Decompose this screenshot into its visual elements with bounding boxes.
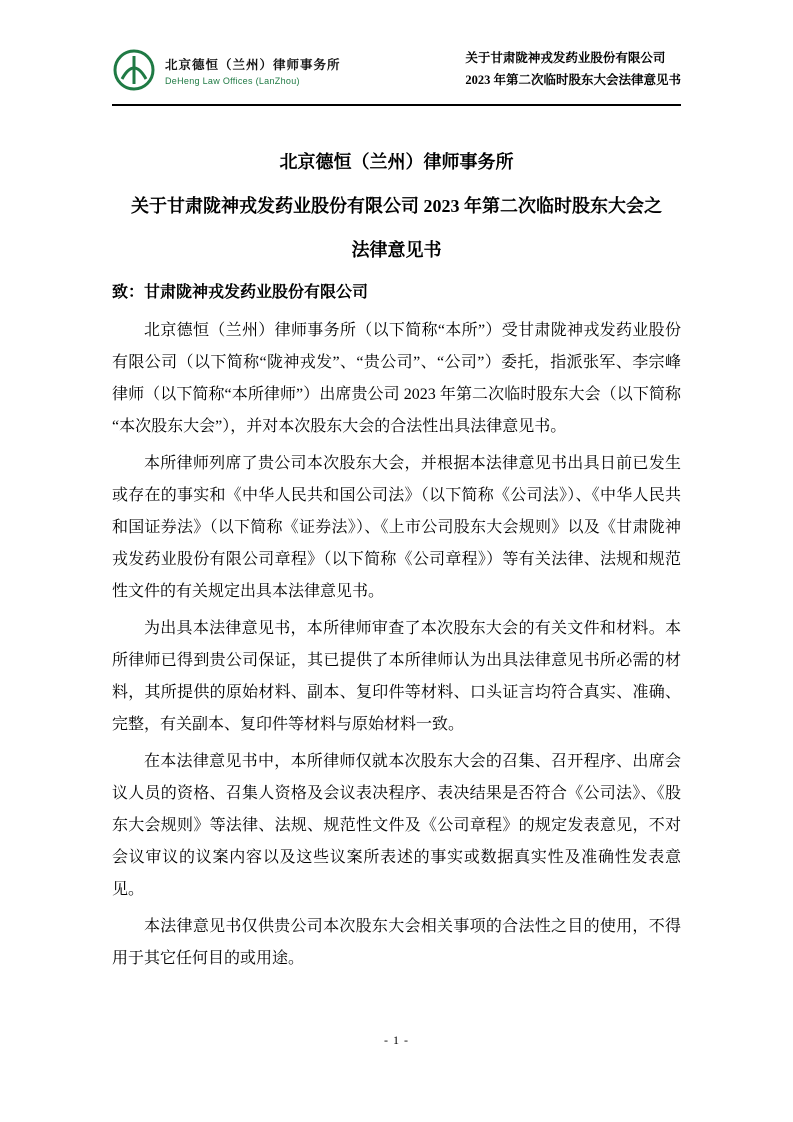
document-reference <box>465 48 681 92</box>
page-footer <box>0 1033 793 1048</box>
document-reference-line1: 关于甘肃陇神戎发药业股份有限公司 <box>465 51 666 66</box>
firm-logo-block <box>112 48 341 92</box>
document-reference-line2: 2023 年第二次临时股东大会法律意见书 <box>465 73 681 87</box>
body-paragraph-3: 为出具本法律意见书，本所律师审查了本次股东大会的有关文件和材料。本所律师已得到贵公司保证，其已提供了本所律师认为出具法律意见书所必需的材料，其所提供的原始材料、副本、复印件等材料、口头证言均符合真实、准确、完整，有关副本、复印件等材料与原始材料一致。 <box>112 620 681 733</box>
document-title-line1: 北京德恒（兰州）律师事务所 <box>279 152 514 172</box>
document-title-line2: 关于甘肃陇神戎发药业股份有限公司 2023 年第二次临时股东大会之 <box>131 196 662 216</box>
body-paragraph-4: 在本法律意见书中，本所律师仅就本次股东大会的召集、召开程序、出席会议人员的资格、召集人资格及会议表决程序、表决结果是否符合《公司法》、《股东大会规则》等法律、法规、规范性文件及《公司章程》的规定发表意见，不对会议审议的议案内容以及这些议案所表述的事实或数据真实性及准确性发表意见。 <box>112 753 681 898</box>
salutation: 致：甘肃陇神戎发药业股份有限公司 <box>112 284 369 301</box>
header-divider <box>112 104 681 106</box>
body-paragraph-5: 本法律意见书仅供贵公司本次股东大会相关事项的合法性之目的使用，不得用于其它任何目的或用途。 <box>112 918 681 967</box>
document-title-line3: 法律意见书 <box>351 240 442 260</box>
firm-name-en: DeHeng Law Offices (LanZhou) <box>165 75 300 86</box>
firm-name-block <box>165 55 341 86</box>
document-title <box>112 140 681 272</box>
body-paragraph-2: 本所律师列席了贵公司本次股东大会，并根据本法律意见书出具日前已发生或存在的事实和《中华人民共和国公司法》（以下简称《公司法》）、《中华人民共和国证券法》（以下简称《证券法》）、《上市公司股东大会规则》以及《甘肃陇神戎发药业股份有限公司章程》（以下简称《公司章程》）等有关法律、法规和规范性文件的有关规定出具本法律意见书。 <box>112 455 681 600</box>
document-header <box>112 48 681 92</box>
document-body <box>112 277 681 975</box>
firm-name-cn: 北京德恒（兰州）律师事务所 <box>165 57 341 72</box>
page-number: - 1 - <box>384 1033 409 1047</box>
deheng-emblem-icon <box>112 48 156 92</box>
body-paragraph-1: 北京德恒（兰州）律师事务所（以下简称“本所”）受甘肃陇神戎发药业股份有限公司（以下简称“陇神戎发”、“贵公司”、“公司”）委托，指派张军、李宗峰律师（以下简称“本所律师”）出席贵公司 2023 年第二次临时股东大会（以下简称“本次股东大会”），并对本次股东大会的合法性出具法律意见书。 <box>112 322 681 435</box>
